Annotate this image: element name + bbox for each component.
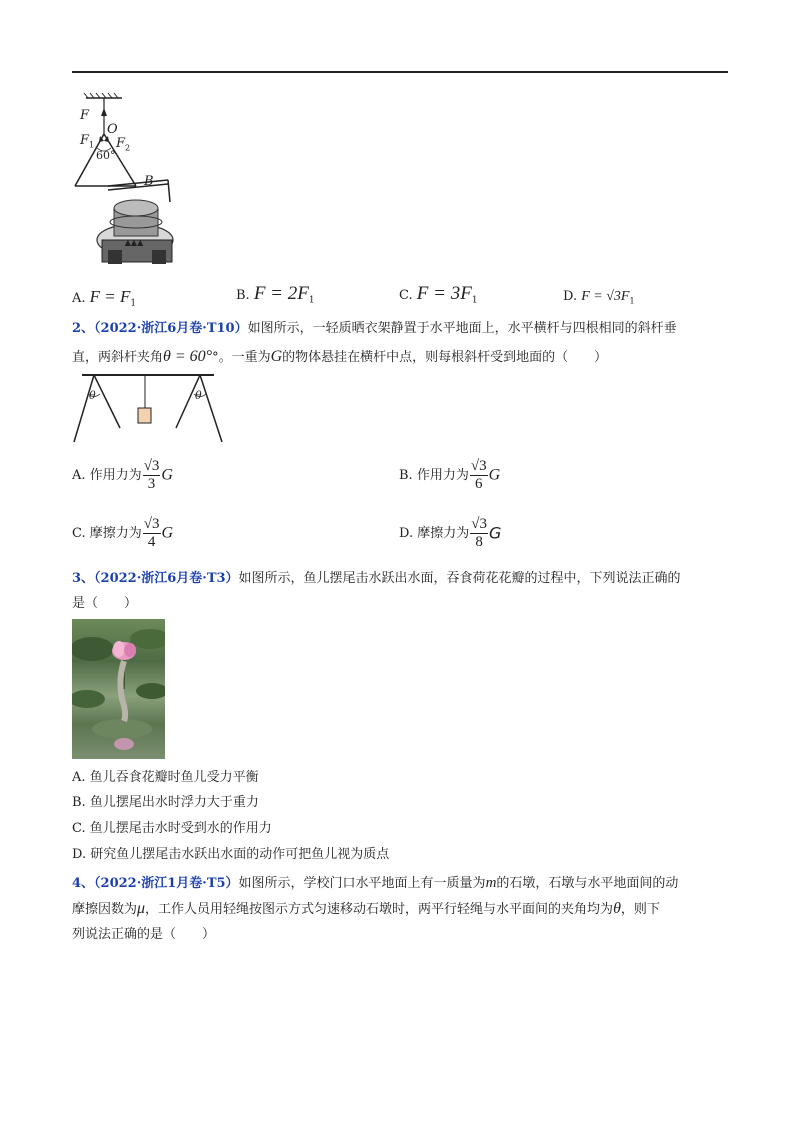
q2-option-c[interactable]: C. 摩擦力为 $\frac{√3}{4}$ G (72, 516, 174, 550)
q1-label-F2: $F_2$ (116, 136, 131, 153)
q3-option-b[interactable]: B. 鱼儿摆尾出水时浮力大于重力 (72, 795, 259, 810)
q2-stem-line1: 2、（2022·浙江6月卷·T10）如图所示，一轻质晒衣架静置于水平地面上，水平横杆与四根相同的斜杆垂 (72, 321, 677, 336)
q2-clothes-rack-diagram (72, 372, 224, 444)
q2-stem-line2: 直，两斜杆夹角θ = 60°°。一重为G的物体悬挂在横杆中点，则每根斜杆受到地面的（ ） (72, 348, 608, 365)
q2-option-b[interactable]: B. 作用力为 $\frac{√3}{6}$ G (399, 458, 501, 492)
q1-option-b[interactable]: B. $F = 2F_1$ (236, 283, 315, 306)
q1-label-F1: $F_1$ (80, 133, 95, 150)
q4-stem-line3: 列说法正确的是（ ） (72, 927, 216, 942)
q2-theta-label-left: θ (89, 389, 96, 402)
q2-option-a[interactable]: A. 作用力为 $\frac{√3}{3}$ G (72, 458, 173, 492)
q4-stem-line2: 摩擦因数为μ，工作人员用轻绳按图示方式匀速移动石墩时，两平行轻绳与水平面间的夹角均为θ，则下 (72, 900, 660, 917)
q2-theta-label-right: θ (195, 389, 202, 402)
q3-option-d[interactable]: D. 研究鱼儿摆尾击水跃出水面的动作可把鱼儿视为质点 (72, 847, 390, 862)
q3-fish-lotus-photo (72, 619, 165, 759)
q4-stem-line1: 4、（2022·浙江1月卷·T5）如图所示，学校门口水平地面上有一质量为m的石墩，石墩与水平地面间的动 (72, 875, 679, 891)
q1-label-O: O (107, 122, 118, 137)
q2-option-d[interactable]: D. 摩擦力为 $\frac{√3}{8}$ G (399, 516, 502, 550)
q3-stem-line1: 3、（2022·浙江6月卷·T3）如图所示，鱼儿摆尾击水跃出水面，吞食荷花花瓣的过程中，下列说法正确的 (72, 571, 681, 586)
q1-option-d[interactable]: D. $F = √3F_1$ (563, 289, 635, 306)
q1-option-c[interactable]: C. $F = 3F_1$ (399, 283, 478, 306)
q1-label-B: B (144, 174, 154, 189)
header-rule (72, 71, 728, 73)
q3-option-a[interactable]: A. 鱼儿吞食花瓣时鱼儿受力平衡 (72, 770, 259, 785)
q3-option-c[interactable]: C. 鱼儿摆尾击水时受到水的作用力 (72, 821, 272, 836)
q1-option-a[interactable]: A. $F = F_1$ (72, 287, 137, 309)
q3-stem-line2: 是（ ） (72, 596, 138, 611)
q1-label-angle: 60° (96, 149, 116, 162)
svg-text:▲▲▲: ▲▲▲ (124, 238, 144, 247)
q1-label-F: F (80, 108, 90, 123)
